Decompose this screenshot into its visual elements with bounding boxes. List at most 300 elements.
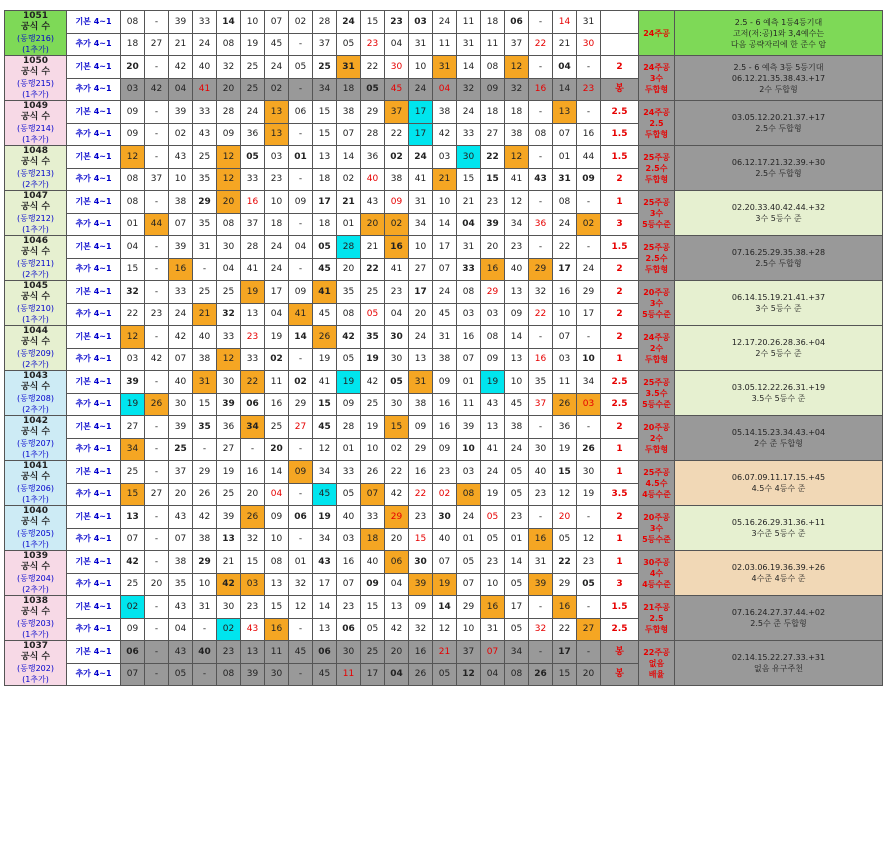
add-cell: 18 [313,213,337,236]
add-cell: 30 [169,393,193,416]
base-cell: 20 [121,56,145,79]
add-cell: 05 [505,573,529,596]
add-cell: 42 [145,78,169,101]
add-cell: 33 [241,168,265,191]
draw-sub2: (2추가) [22,585,49,594]
base-cell: 08 [121,191,145,214]
add-cell: 10 [577,348,601,371]
draw-label [5,596,67,641]
base-cell: 34 [313,461,337,484]
base-cell: 12 [505,191,529,214]
add-cell: - [145,618,169,641]
summary-note: 20주공 3수 5등수준 [639,506,675,551]
base-cell: 10 [241,11,265,34]
add-cell: 37 [241,213,265,236]
base-cell: - [529,191,553,214]
add-cell: 40 [505,258,529,281]
add-cell: 24 [409,78,433,101]
base-cell: 31 [577,11,601,34]
add-cell: 05 [361,618,385,641]
add-cell: 45 [433,303,457,326]
add-cell: 42 [217,573,241,596]
add-cell: 19 [241,33,265,56]
base-cell: - [577,191,601,214]
add-cell: 07 [337,123,361,146]
base-cell: 03 [265,146,289,169]
base-cell: 06 [505,11,529,34]
score-add: 1.5 [601,123,639,146]
base-cell: 16 [409,641,433,664]
base-cell: 15 [265,596,289,619]
add-cell: 43 [241,618,265,641]
base-cell: 19 [481,371,505,394]
base-cell: 24 [457,506,481,529]
add-cell: 40 [433,528,457,551]
add-cell: 03 [553,348,577,371]
base-cell: 29 [193,461,217,484]
add-cell: 32 [457,78,481,101]
base-cell: 13 [313,146,337,169]
add-cell: 05 [505,483,529,506]
draw-sub2: (1추가) [22,45,49,54]
add-cell: 09 [577,168,601,191]
add-cell: 24 [577,258,601,281]
add-cell: 10 [361,438,385,461]
add-cell: 16 [265,618,289,641]
base-cell: 16 [241,461,265,484]
base-label: 기본 4~1 [67,416,121,439]
base-label: 기본 4~1 [67,596,121,619]
add-cell: - [289,213,313,236]
base-cell: 29 [193,551,217,574]
add-cell: 08 [121,168,145,191]
add-cell: 29 [409,438,433,461]
base-cell: 29 [457,596,481,619]
add-cell: - [289,168,313,191]
draw-label [5,191,67,236]
prediction-note: 05.16.26.29.31.36.+11 3수준 5등수 준 [675,506,883,551]
add-cell: 03 [121,78,145,101]
add-cell: 01 [337,438,361,461]
draw-sub: (동행211) [17,259,54,268]
add-cell: 38 [193,528,217,551]
base-cell: 23 [505,236,529,259]
base-cell: 23 [505,506,529,529]
base-cell: - [577,236,601,259]
add-cell: 42 [433,123,457,146]
base-cell: 25 [193,146,217,169]
draw-number: 1037 [22,641,49,651]
base-cell: 30 [337,641,361,664]
base-cell: 24 [433,281,457,304]
add-cell: 30 [529,438,553,461]
summary-note: 25주공 2.5수 두합형 [639,146,675,191]
base-cell: 40 [337,506,361,529]
base-cell: 36 [217,416,241,439]
base-cell: 24 [409,146,433,169]
base-cell: 30 [217,371,241,394]
score-base: 1.5 [601,596,639,619]
base-cell: 40 [529,461,553,484]
add-cell: 04 [385,303,409,326]
add-cell: 38 [409,393,433,416]
base-cell: 23 [385,11,409,34]
base-label: 기본 4~1 [67,101,121,124]
base-cell: 31 [193,236,217,259]
prediction-note: 06.14.15.19.21.41.+37 3수 5등수 준 [675,281,883,326]
add-cell: 02 [337,168,361,191]
draw-row-base [5,551,883,574]
add-cell: 15 [193,393,217,416]
base-cell: - [529,596,553,619]
draw-label [5,416,67,461]
score-add: 2 [601,168,639,191]
add-cell: 01 [121,213,145,236]
score-add: 1 [601,528,639,551]
draw-row-base [5,236,883,259]
draw-row-base [5,461,883,484]
base-cell: 37 [385,101,409,124]
draw-number: 1043 [22,371,49,381]
prediction-note: 06.12.17.21.32.39.+30 2.5수 두합형 [675,146,883,191]
add-cell: 20 [409,303,433,326]
draw-heading: 공식 수 [20,562,51,572]
base-cell: 13 [385,596,409,619]
base-label: 기본 4~1 [67,551,121,574]
draw-number: 1049 [22,101,49,111]
add-cell: - [289,663,313,686]
prediction-note: 03.05.12.20.21.37.+17 2.5수 두합형 [675,101,883,146]
base-cell: 42 [169,326,193,349]
add-cell: 02 [433,483,457,506]
draw-number: 1042 [22,416,49,426]
base-cell: 10 [505,371,529,394]
base-cell: 27 [289,416,313,439]
add-cell: 13 [217,528,241,551]
base-cell: 31 [409,371,433,394]
add-cell: 42 [145,348,169,371]
add-cell: - [145,528,169,551]
base-cell: 39 [121,371,145,394]
add-cell: 05 [553,528,577,551]
score-add: 2 [601,258,639,281]
base-cell: 42 [337,326,361,349]
base-cell: 14 [217,11,241,34]
base-cell: - [529,101,553,124]
draw-sub2: (2추가) [22,180,49,189]
base-cell: 12 [289,596,313,619]
summary-note: 30주공 4수 4등수준 [639,551,675,596]
base-label: 기본 4~1 [67,506,121,529]
base-cell: - [577,56,601,79]
add-cell: - [145,123,169,146]
base-cell: 40 [193,641,217,664]
draw-sub2: (1추가) [22,540,49,549]
base-label: 기본 4~1 [67,281,121,304]
base-label: 기본 4~1 [67,236,121,259]
score-base: 1 [601,191,639,214]
score-base: 2 [601,506,639,529]
add-cell: 27 [145,483,169,506]
add-cell: 19 [121,393,145,416]
add-cell: 12 [577,528,601,551]
add-cell: 03 [481,303,505,326]
add-cell: 09 [121,618,145,641]
add-cell: 09 [121,123,145,146]
add-cell: 20 [241,483,265,506]
add-cell: 15 [481,168,505,191]
base-cell: 26 [241,506,265,529]
summary-note: 20주공 3수 5등수준 [639,281,675,326]
score-base: 1.5 [601,146,639,169]
add-cell: 23 [577,78,601,101]
base-cell: 25 [361,641,385,664]
base-cell: 31 [337,56,361,79]
add-cell: 08 [337,303,361,326]
base-cell: 30 [385,56,409,79]
draw-label [5,56,67,101]
add-cell: 31 [553,168,577,191]
add-cell: 18 [121,33,145,56]
draw-label [5,281,67,326]
add-cell: 21 [553,33,577,56]
add-cell: 30 [577,33,601,56]
base-cell: 29 [385,506,409,529]
base-cell: 43 [169,596,193,619]
base-cell: 34 [577,371,601,394]
draw-row-base [5,371,883,394]
draw-number: 1051 [22,11,49,21]
base-cell: 25 [217,281,241,304]
draw-number: 1040 [22,506,49,516]
add-cell: - [193,663,217,686]
draw-sub2: (1추가) [22,450,49,459]
add-cell: 44 [145,213,169,236]
base-cell: - [145,191,169,214]
add-cell: 12 [217,168,241,191]
base-cell: 01 [457,371,481,394]
draw-number: 1046 [22,236,49,246]
draw-row-base [5,191,883,214]
base-cell: 15 [313,101,337,124]
base-cell: 16 [385,236,409,259]
base-cell: 08 [553,191,577,214]
add-cell: 27 [481,123,505,146]
base-cell: 16 [553,596,577,619]
add-cell: 23 [529,483,553,506]
base-cell: 43 [169,146,193,169]
add-cell: 32 [529,618,553,641]
base-cell: 16 [457,326,481,349]
base-cell: 01 [289,146,313,169]
base-cell: 30 [577,461,601,484]
base-cell: 21 [217,551,241,574]
base-label: 기본 4~1 [67,371,121,394]
base-cell: 06 [121,641,145,664]
base-cell: 09 [289,281,313,304]
base-cell: - [145,326,169,349]
base-cell: 14 [313,596,337,619]
add-cell: 03 [337,528,361,551]
draw-sub2: (1추가) [22,90,49,99]
base-cell: 17 [313,191,337,214]
base-cell: 33 [193,101,217,124]
base-cell: 30 [217,236,241,259]
base-cell: 35 [193,416,217,439]
draw-row-base [5,101,883,124]
add-cell: 13 [409,348,433,371]
score-base: 2.5 [601,371,639,394]
add-cell: 06 [241,393,265,416]
add-cell: 12 [433,618,457,641]
add-cell: 17 [313,573,337,596]
base-cell: 37 [169,461,193,484]
add-cell: 26 [529,663,553,686]
add-cell: 36 [241,123,265,146]
add-cell: 07 [457,573,481,596]
base-cell: 13 [265,101,289,124]
base-cell: 12 [505,56,529,79]
base-label: 기본 4~1 [67,191,121,214]
add-label: 추가 4~1 [67,303,121,326]
add-cell: 08 [217,213,241,236]
base-cell: 09 [385,191,409,214]
draw-row-base [5,506,883,529]
base-cell: 15 [553,461,577,484]
add-cell: 16 [433,393,457,416]
base-cell: 24 [241,101,265,124]
add-cell: 04 [217,258,241,281]
base-cell: 35 [337,281,361,304]
add-cell: 24 [193,33,217,56]
base-cell: 17 [553,641,577,664]
base-cell: - [145,146,169,169]
add-label: 추가 4~1 [67,393,121,416]
base-cell: 05 [481,506,505,529]
add-cell: 02 [265,348,289,371]
base-cell: 07 [265,11,289,34]
add-cell: 17 [361,663,385,686]
add-cell: 01 [337,213,361,236]
base-cell: 25 [121,461,145,484]
base-cell: 18 [505,101,529,124]
draw-heading: 공식 수 [20,652,51,662]
base-cell: 23 [481,191,505,214]
add-cell: - [289,528,313,551]
score-base: 1.5 [601,236,639,259]
base-cell: 28 [337,416,361,439]
add-cell: 33 [457,123,481,146]
add-cell: 22 [361,258,385,281]
base-cell: - [529,326,553,349]
base-cell: 43 [313,551,337,574]
base-cell: 20 [217,191,241,214]
base-cell: 38 [169,191,193,214]
add-cell: 43 [529,168,553,191]
base-cell: 08 [265,551,289,574]
add-cell: 09 [433,438,457,461]
add-cell: 39 [217,393,241,416]
add-cell: 41 [505,168,529,191]
base-cell: 38 [337,101,361,124]
draw-label [5,326,67,371]
summary-note: 24주공 2.5 두합형 [639,101,675,146]
base-cell: - [529,11,553,34]
add-label: 추가 4~1 [67,78,121,101]
base-cell: 12 [217,146,241,169]
base-cell: 43 [169,641,193,664]
add-cell: 43 [481,393,505,416]
add-cell: - [289,258,313,281]
add-cell: - [289,618,313,641]
base-cell: 31 [193,371,217,394]
draw-sub: (동행203) [17,619,54,628]
add-cell: 03 [241,573,265,596]
base-cell: 17 [505,596,529,619]
add-cell: 28 [361,123,385,146]
add-cell: 13 [265,573,289,596]
add-cell: 07 [121,663,145,686]
lottery-table-wrapper [4,10,882,686]
add-label: 추가 4~1 [67,663,121,686]
add-cell: 15 [121,258,145,281]
base-cell: 11 [457,11,481,34]
base-cell: 18 [481,11,505,34]
draw-label [5,236,67,281]
score-add: 3 [601,573,639,596]
draw-sub: (동행205) [17,529,54,538]
base-label: 기본 4~1 [67,146,121,169]
draw-sub: (동행208) [17,394,54,403]
base-cell: 36 [361,146,385,169]
add-cell: 37 [529,393,553,416]
draw-sub2: (1추가) [22,315,49,324]
add-cell: 35 [169,573,193,596]
base-cell: 28 [217,101,241,124]
base-cell: 19 [313,506,337,529]
base-cell: - [145,56,169,79]
add-cell: 04 [481,663,505,686]
add-cell: 20 [337,258,361,281]
add-cell: 07 [169,348,193,371]
base-cell: 33 [217,326,241,349]
score-add: 3.5 [601,483,639,506]
add-cell: 24 [169,303,193,326]
draw-heading: 공식 수 [20,427,51,437]
base-cell: 13 [553,101,577,124]
add-cell: 05 [169,663,193,686]
base-cell: 05 [385,371,409,394]
base-cell: - [145,416,169,439]
add-cell: 18 [313,168,337,191]
base-cell: 30 [433,506,457,529]
add-cell: 18 [337,78,361,101]
add-cell: 15 [457,168,481,191]
base-cell: 24 [409,326,433,349]
add-cell: 29 [289,393,313,416]
base-cell: 26 [361,461,385,484]
base-cell: 32 [529,281,553,304]
add-cell: 01 [457,528,481,551]
draw-row-base [5,56,883,79]
add-cell: - [193,258,217,281]
add-cell: 08 [529,123,553,146]
draw-heading: 공식 수 [20,202,51,212]
add-cell: - [289,78,313,101]
add-cell: 19 [313,348,337,371]
base-cell: 41 [313,281,337,304]
add-cell: 26 [409,663,433,686]
